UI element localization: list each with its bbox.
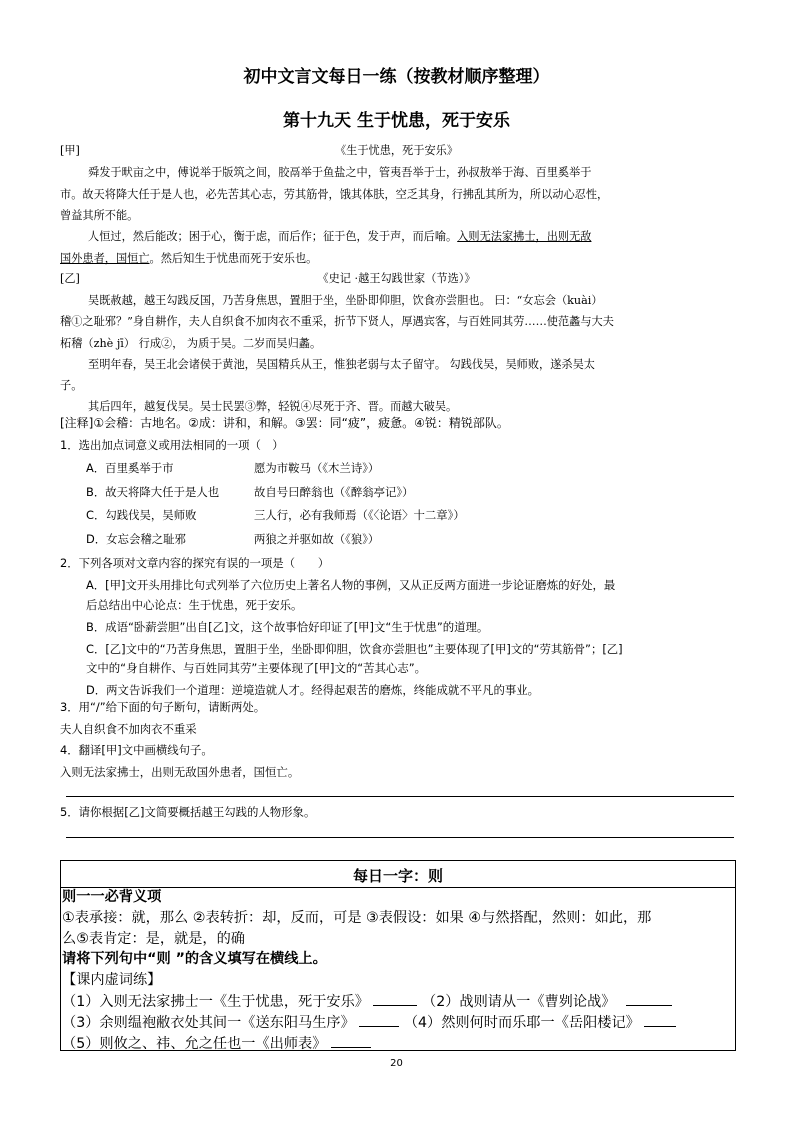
q2-option-c-line2: 文中的“身自耕作、与百姓同其劳”主要体现了[甲]文的“苦其心志”。 xyxy=(86,661,427,675)
page-number: 20 xyxy=(390,1058,403,1069)
q1-option-c-compare: 三人行，必有我师焉（《〈论语〉十二章》） xyxy=(254,508,465,522)
box-title: 每日一字：则 xyxy=(352,867,443,885)
box-meanings-line1: ①表承接：就，那么 ②表转折：却，反而，可是 ③表假设：如果 ④与然搭配，然则：如此，那 xyxy=(62,910,652,926)
exercise-4: （4）然则何时而乐耶一《岳阳楼记》 xyxy=(403,1015,640,1031)
jia-label: [甲] xyxy=(60,144,80,157)
jia-title: 《生于忧患，死于安乐》 xyxy=(334,144,459,157)
box-heading: 则一一必背义项 xyxy=(62,889,162,905)
exercise-3: （3）余则缊袍敝衣处其间一《送东阳马生序》 xyxy=(62,1015,355,1031)
q2-stem: 2．下列各项对文章内容的探究有误的一项是（ ） xyxy=(60,556,330,570)
notes: [注释]①会稽：古地名。②成：讲和，和解。③罢：同“疲”，疲惫。④锐：精锐部队。 xyxy=(60,416,509,430)
q3-sentence: 夫人自织食不加肉衣不重采 xyxy=(60,722,197,736)
q1-option-d-compare: 两狼之并驱如故（《狼》） xyxy=(254,532,380,546)
exercise-5: （5）则攸之、祎、允之任也一《出师表》 xyxy=(62,1036,327,1052)
q2-option-a-line2: 后总结出中心论点：生于忧患，死于安乐。 xyxy=(86,598,303,612)
box-instruction: 请将下列句中“则 ”的含义填写在横线上。 xyxy=(62,951,327,967)
yi-para2-line2: 子。 xyxy=(60,379,83,392)
jia-para2-line2 xyxy=(60,250,317,266)
answer-blank-2[interactable] xyxy=(626,1005,672,1006)
yi-title: 《史记 ·越王勾践世家（节选）》 xyxy=(317,272,476,285)
answer-blank-5[interactable] xyxy=(331,1047,371,1048)
jia-underlined-sentence-part2: 国外患者，国恒亡 xyxy=(60,252,150,265)
q2-option-b: B．成语“卧薪尝胆”出自[乙]文，这个故事恰好印证了[甲]文“生于忧患”的道理。 xyxy=(86,620,489,634)
answer-line-q4[interactable] xyxy=(66,796,734,797)
box-divider xyxy=(61,887,735,888)
q3-stem: 3．用“/”给下面的句子断句，请断两处。 xyxy=(60,700,266,714)
exercise-row-2 xyxy=(62,1012,676,1032)
exercise-row-1 xyxy=(62,991,672,1011)
box-section-title: 【课内虚词练】 xyxy=(62,972,162,988)
q1-option-a-compare: 愿为市鞍马（《木兰诗》） xyxy=(254,461,380,475)
answer-blank-4[interactable] xyxy=(644,1026,676,1027)
q2-option-d: D．两文告诉我们一个道理：逆境造就人才。经得起艰苦的磨炼，终能成就不平凡的事业。 xyxy=(86,683,540,697)
exercise-2: （2）战则请从一《曹刿论战》 xyxy=(422,994,616,1010)
q2-option-c-line1: C．[乙]文中的“乃苦身焦思，置胆于坐，坐卧即仰胆，饮食亦尝胆也”主要体现了[甲]文的“劳其筋骨”；[乙] xyxy=(86,642,623,656)
jia-para2-line1 xyxy=(88,228,591,244)
q1-option-b: B．故天将降大任于是人也 xyxy=(86,485,220,499)
exercise-1: （1）入则无法家拂士一《生于忧患，死于安乐》 xyxy=(62,994,369,1010)
q1-option-c: C．勾践伐吴，吴师败 xyxy=(86,508,197,522)
q5-stem: 5．请你根据[乙]文简要概括越王勾践的人物形象。 xyxy=(60,805,316,819)
q1-option-d: D．女忘会稽之耻邪 xyxy=(86,532,186,546)
yi-para2-line1: 至明年春，吴王北会诸侯于黄池，吴国精兵从王，惟独老弱与太子留守。 勾践伐吴，吴师败，遂杀吴太 xyxy=(88,358,595,371)
yi-para1-line1: 吴既赦越，越王勾践反国，乃苦身焦思，置胆于坐，坐卧即仰胆，饮食亦尝胆也。 曰：“女忘会（kuài） xyxy=(88,294,603,307)
q4-stem: 4．翻译[甲]文中画横线句子。 xyxy=(60,743,213,757)
page-subtitle: 第十九天 生于忧患，死于安乐 xyxy=(283,111,510,131)
exercise-row-3 xyxy=(62,1033,371,1053)
jia-underlined-sentence-part1: 入则无法家拂士，出则无敌 xyxy=(457,230,592,243)
yi-para1-line3: 柘稽（zhè jī） 行成②， 为质于吴。二岁而吴归蠡。 xyxy=(60,337,322,350)
jia-para2-text: 人恒过，然后能改；困于心，衡于虑，而后作；征于色，发于声，而后喻。 xyxy=(88,230,458,243)
q1-option-b-compare: 故自号曰醉翁也（《醉翁亭记》） xyxy=(254,485,414,499)
box-meanings-line2: 么⑤表肯定：是，就是，的确 xyxy=(62,931,245,947)
q2-option-a-line1: A．[甲]文开头用排比句式列举了六位历史上著名人物的事例，又从正反两方面进一步论证磨炼的好处，最 xyxy=(86,578,616,592)
yi-para1-line2: 稽①之耻邪？”身自耕作，夫人自织食不加肉衣不重采，折节下贤人，厚遇宾客，与百姓同其劳……使范蠡与大夫 xyxy=(60,315,614,328)
jia-para2-end: 。然后知生于忧患而死于安乐也。 xyxy=(149,252,318,265)
q4-sentence: 入则无法家拂士，出则无敌国外患者，国恒亡。 xyxy=(60,765,300,779)
answer-blank-1[interactable] xyxy=(373,1005,417,1006)
q1-stem: 1．选出加点词意义或用法相同的一项（ ） xyxy=(60,438,284,452)
daily-character-box xyxy=(60,860,736,1051)
yi-label: [乙] xyxy=(60,272,80,285)
q1-option-a: A．百里奚举于市 xyxy=(86,461,174,475)
jia-para1-line3: 曾益其所不能。 xyxy=(60,209,139,222)
yi-para3: 其后四年，越复伐吴。吴士民罢③弊，轻锐④尽死于齐、晋。而越大破吴。 xyxy=(88,400,458,413)
page-title: 初中文言文每日一练（按教材顺序整理） xyxy=(243,67,550,87)
jia-para1-line1: 舜发于畎亩之中，傅说举于版筑之间，胶鬲举于鱼盐之中，管夷吾举于士，孙叔敖举于海、百里奚举于 xyxy=(88,166,592,179)
answer-blank-3[interactable] xyxy=(359,1026,399,1027)
jia-para1-line2: 市。故天将降大任于是人也，必先苦其心志，劳其筋骨，饿其体肤，空乏其身，行拂乱其所为，所以动心忍性， xyxy=(60,188,609,201)
answer-line-q5[interactable] xyxy=(66,837,734,838)
